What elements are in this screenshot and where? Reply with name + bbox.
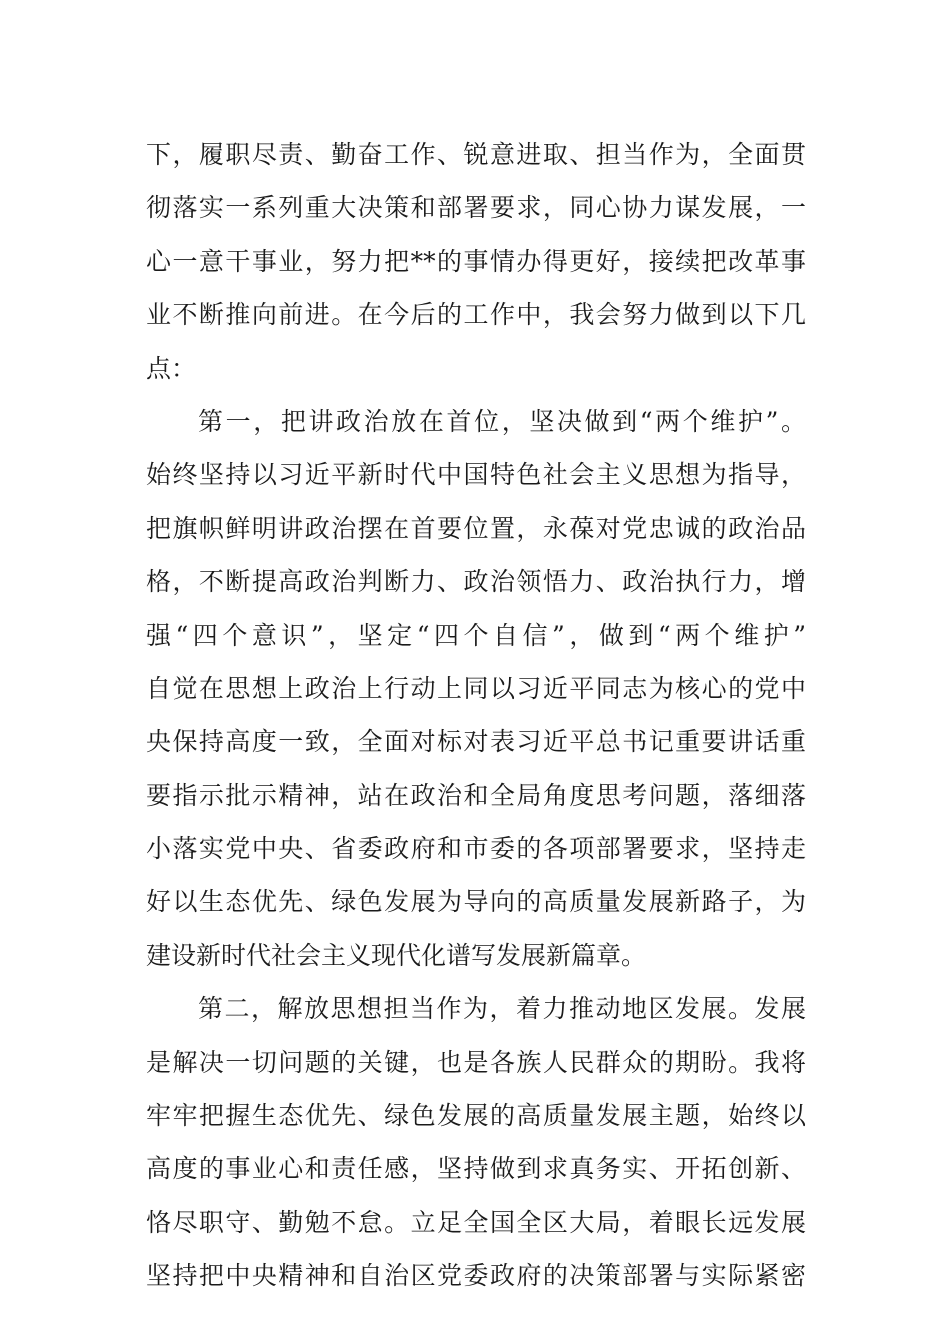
text-line: 自觉在思想上政治上行动上同以习近平同志为核心的党中 [146, 673, 806, 703]
text-line: 是解决一切问题的关键，也是各族人民群众的期盼。我将 [146, 1047, 806, 1077]
text-line: 始终坚持以习近平新时代中国特色社会主义思想为指导， [146, 460, 806, 490]
text-line: 高度的事业心和责任感，坚持做到求真务实、开拓创新、 [146, 1154, 806, 1184]
text-line: 小落实党中央、省委政府和市委的各项部署要求，坚持走 [146, 834, 806, 864]
text-line: 要指示批示精神，站在政治和全局角度思考问题，落细落 [146, 780, 806, 810]
paragraph-heading-2: 第二，解放思想担当作为，着力推动地区发展。发展 [198, 994, 806, 1024]
text-line: 业不断推向前进。在今后的工作中，我会努力做到以下几 [146, 300, 806, 330]
text-line: 强“四个意识”，坚定“四个自信”，做到“两个维护” [146, 620, 806, 650]
text-line: 彻落实一系列重大决策和部署要求，同心协力谋发展，一 [146, 193, 806, 223]
text-line: 牢牢把握生态优先、绿色发展的高质量发展主题，始终以 [146, 1101, 806, 1131]
text-line: 坚持把中央精神和自治区党委政府的决策部署与实际紧密 [146, 1261, 806, 1291]
text-line: 下，履职尽责、勤奋工作、锐意进取、担当作为，全面贯 [146, 140, 806, 169]
text-line: 点： [146, 353, 197, 383]
text-line: 把旗帜鲜明讲政治摆在首要位置，永葆对党忠诚的政治品 [146, 513, 806, 543]
text-line: 好以生态优先、绿色发展为导向的高质量发展新路子，为 [146, 887, 806, 917]
text-line: 恪尽职守、勤勉不怠。立足全国全区大局，着眼长远发展 [146, 1207, 806, 1237]
text-line: 格，不断提高政治判断力、政治领悟力、政治执行力，增 [146, 567, 806, 597]
body-text [146, 128, 806, 1303]
text-line: 建设新时代社会主义现代化谱写发展新篇章。 [146, 940, 647, 970]
text-line: 心一意干事业，努力把**的事情办得更好，接续把改革事 [146, 246, 806, 276]
paragraph-heading-1: 第一，把讲政治放在首位，坚决做到“两个维护”。 [198, 406, 806, 436]
text-line: 央保持高度一致，全面对标对表习近平总书记重要讲话重 [146, 727, 806, 757]
